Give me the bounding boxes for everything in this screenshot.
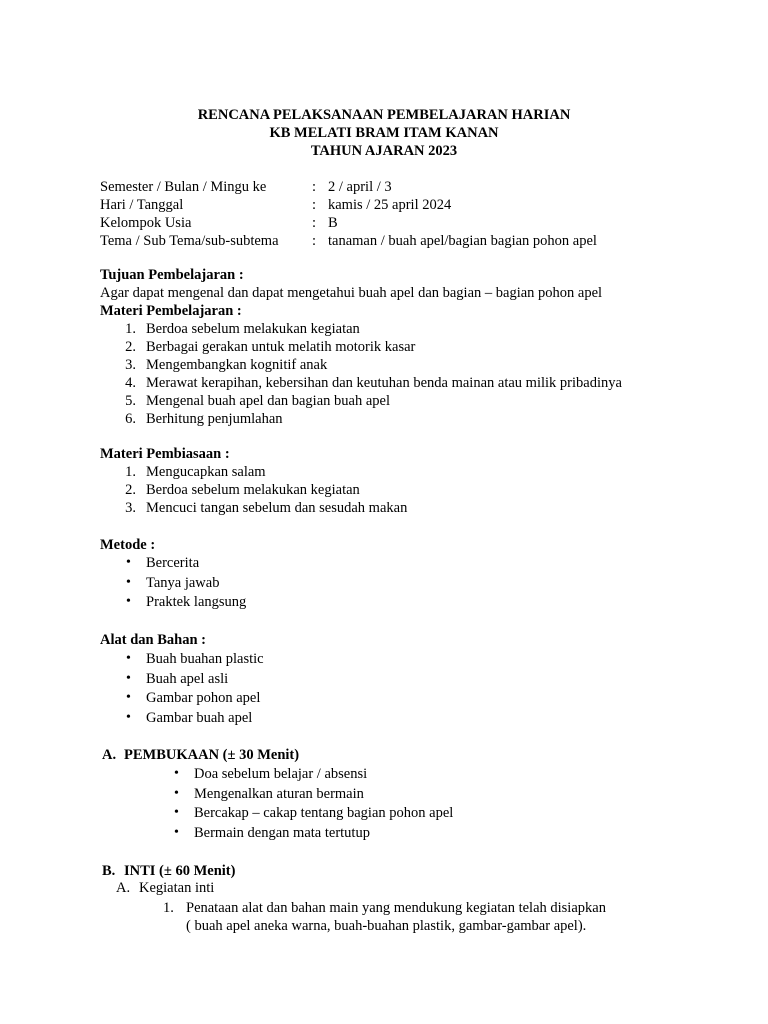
list-item: Bercakap – cakap tentang bagian pohon apel xyxy=(194,805,454,821)
list-item: Berdoa sebelum melakukan kegiatan xyxy=(146,321,360,337)
list-item: Mencuci tangan sebelum dan sesudah makan xyxy=(146,500,408,516)
list-item: Merawat kerapihan, kebersihan dan keutuhan benda mainan atau milik pribadinya xyxy=(146,375,622,391)
kegiatan-inti-item-line1: Penataan alat dan bahan main yang mendukung kegiatan telah disiapkan xyxy=(186,900,606,916)
metode-heading: Metode : xyxy=(100,537,156,553)
list-item: Mengembangkan kognitif anak xyxy=(146,357,328,373)
pembukaan-marker: A. xyxy=(102,747,117,763)
info-label: Semester / Bulan / Mingu ke xyxy=(100,179,267,195)
info-value: 2 / april / 3 xyxy=(328,179,392,195)
alat-bahan-heading: Alat dan Bahan : xyxy=(100,632,206,648)
bullet-icon: • xyxy=(126,651,131,666)
inti-marker: B. xyxy=(102,863,116,879)
list-number: 4. xyxy=(125,375,136,391)
materi-pembelajaran-heading: Materi Pembelajaran : xyxy=(100,303,242,319)
doc-title-line2: KB MELATI BRAM ITAM KANAN xyxy=(269,125,499,141)
list-item: Bercerita xyxy=(146,555,200,571)
bullet-icon: • xyxy=(126,710,131,725)
list-number: 1. xyxy=(125,321,136,337)
bullet-icon: • xyxy=(174,805,179,820)
list-item: Praktek langsung xyxy=(146,594,247,610)
info-colon: : xyxy=(312,179,317,195)
info-value: B xyxy=(328,215,338,231)
info-colon: : xyxy=(312,215,317,231)
list-item: Gambar pohon apel xyxy=(146,690,261,706)
materi-pembiasaan-heading: Materi Pembiasaan : xyxy=(100,446,230,462)
list-number: 2. xyxy=(125,339,136,355)
bullet-icon: • xyxy=(126,555,131,570)
list-item: Mengenalkan aturan bermain xyxy=(194,786,364,802)
list-item: Buah apel asli xyxy=(146,671,229,687)
doc-title-line3: TAHUN AJARAN 2023 xyxy=(310,143,458,159)
info-value: tanaman / buah apel/bagian bagian pohon apel xyxy=(328,233,597,249)
bullet-icon: • xyxy=(126,575,131,590)
tujuan-text: Agar dapat mengenal dan dapat mengetahui buah apel dan bagian – bagian pohon apel xyxy=(100,285,603,301)
bullet-icon: • xyxy=(174,786,179,801)
list-number: 3. xyxy=(125,357,136,373)
info-label: Tema / Sub Tema/sub-subtema xyxy=(100,233,279,249)
info-label: Hari / Tanggal xyxy=(100,197,184,213)
inti-heading: INTI (± 60 Menit) xyxy=(124,863,236,879)
list-number: 5. xyxy=(125,393,136,409)
kegiatan-inti-item-line2: ( buah apel aneka warna, buah-buahan plastik, gambar-gambar apel). xyxy=(186,918,587,934)
list-item: Tanya jawab xyxy=(146,575,220,591)
doc-title-line1: RENCANA PELAKSANAAN PEMBELAJARAN HARIAN xyxy=(197,107,571,123)
bullet-icon: • xyxy=(126,671,131,686)
list-item: Mengenal buah apel dan bagian buah apel xyxy=(146,393,390,409)
list-item: Buah buahan plastic xyxy=(146,651,264,667)
list-item: Berdoa sebelum melakukan kegiatan xyxy=(146,482,360,498)
list-item: Mengucapkan salam xyxy=(146,464,266,480)
pembukaan-heading: PEMBUKAAN (± 30 Menit) xyxy=(124,747,300,763)
list-number: 3. xyxy=(125,500,136,516)
list-item: Berbagai gerakan untuk melatih motorik kasar xyxy=(146,339,416,355)
list-number: 2. xyxy=(125,482,136,498)
list-number: 1. xyxy=(163,900,174,916)
list-number: 1. xyxy=(125,464,136,480)
bullet-icon: • xyxy=(174,825,179,840)
kegiatan-inti-marker: A. xyxy=(116,880,131,896)
info-colon: : xyxy=(312,197,317,213)
tujuan-heading: Tujuan Pembelajaran : xyxy=(100,267,244,283)
kegiatan-inti-heading: Kegiatan inti xyxy=(139,880,215,896)
list-item: Berhitung penjumlahan xyxy=(146,411,283,427)
list-item: Gambar buah apel xyxy=(146,710,253,726)
list-item: Bermain dengan mata tertutup xyxy=(194,825,370,841)
bullet-icon: • xyxy=(126,594,131,609)
info-label: Kelompok Usia xyxy=(100,215,192,231)
list-number: 6. xyxy=(125,411,136,427)
info-colon: : xyxy=(312,233,317,249)
info-value: kamis / 25 april 2024 xyxy=(328,197,452,213)
bullet-icon: • xyxy=(174,766,179,781)
bullet-icon: • xyxy=(126,690,131,705)
list-item: Doa sebelum belajar / absensi xyxy=(194,766,368,782)
